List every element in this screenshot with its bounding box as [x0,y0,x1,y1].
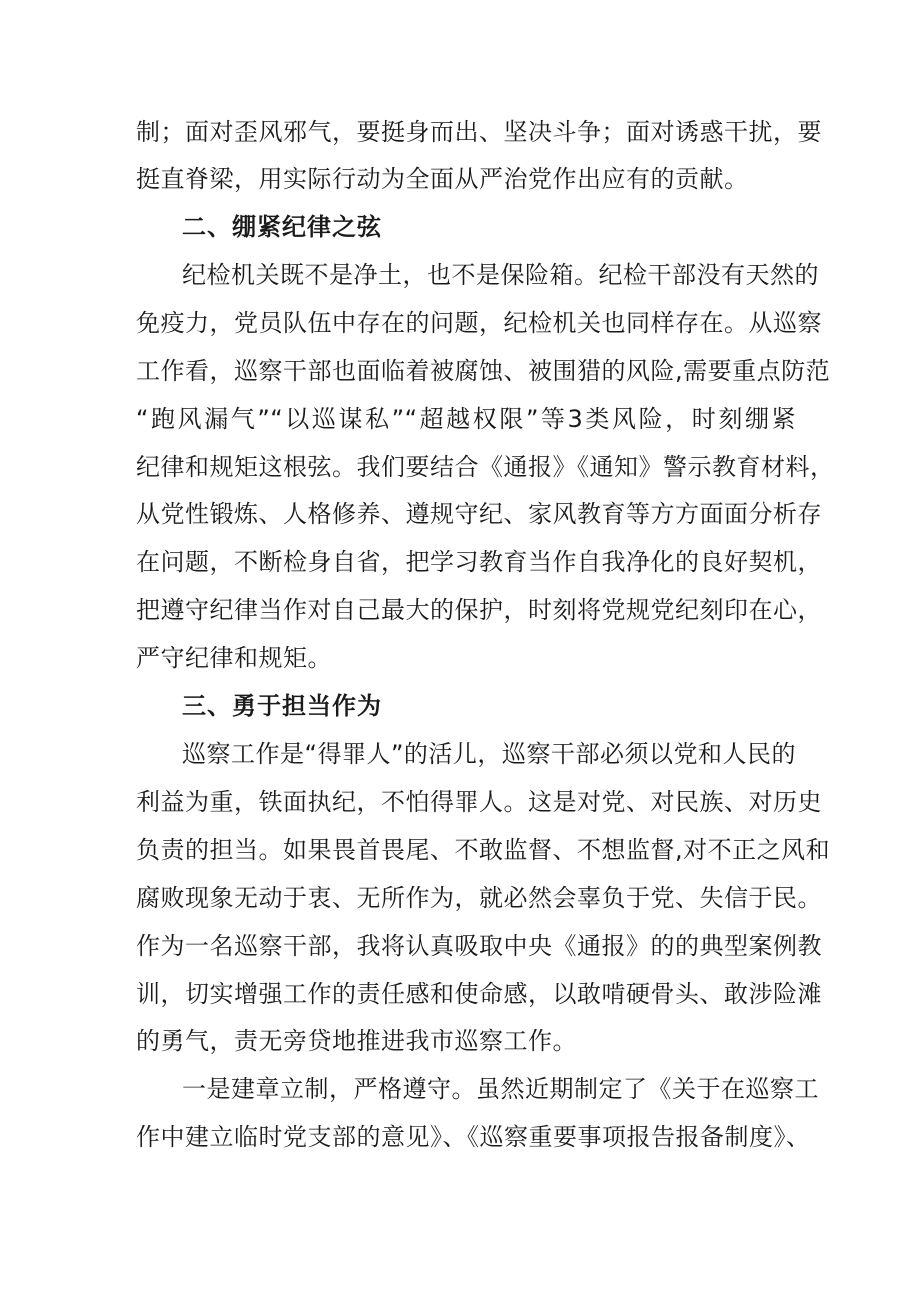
paragraph-line: 纪律和规矩这根弦。我们要结合《通报》《通知》警示教育材料， [136,453,835,481]
paragraph-line: 把遵守纪律当作对自己最大的保护，时刻将党规党纪刻印在心， [136,596,822,624]
paragraph-line: 的勇气，责无旁贷地推进我市巡察工作。 [136,1027,577,1055]
paragraph-line: 免疫力，党员队伍中存在的问题，纪检机关也同样存在。从巡察 [136,309,822,337]
paragraph-line: “跑风漏气”“以巡谋私”“超越权限”等3类风险，时刻绷紧 [136,405,796,433]
paragraph-line: 挺直脊梁，用实际行动为全面从严治党作出应有的贡献。 [136,165,749,193]
paragraph-line: 腐败现象无动于衷、无所作为，就必然会辜负于党、失信于民。 [136,884,822,912]
paragraph-line: 负责的担当。如果畏首畏尾、不敢监督、不想监督,对不正之风和 [136,836,831,864]
paragraph-line: 在问题，不断检身自省，把学习教育当作自我净化的良好契机， [136,548,822,576]
section-heading: 三、勇于担当作为 [182,692,382,720]
paragraph-line: 一是建章立制，严格遵守。虽然近期制定了《关于在巡察工 [182,1075,819,1103]
paragraph-line: 训，切实增强工作的责任感和使命感，以敢啃硬骨头、敢涉险滩 [136,980,822,1008]
paragraph-line: 利益为重，铁面执纪，不怕得罪人。这是对党、对民族、对历史 [136,788,822,816]
paragraph-line: 制；面对歪风邪气，要挺身而出、坚决斗争；面对诱惑干扰，要 [136,118,822,146]
paragraph-line: 从党性锻炼、人格修养、遵规守纪、家风教育等方方面面分析存 [136,500,822,528]
paragraph-line: 工作看，巡察干部也面临着被腐蚀、被围猎的风险,需要重点防范 [136,357,831,385]
paragraph-line: 纪检机关既不是净土，也不是保险箱。纪检干部没有天然的 [182,261,819,289]
paragraph-line: 作中建立临时党支部的意见》、《巡察重要事项报告报备制度》、 [136,1123,811,1151]
paragraph-line: 巡察工作是“得罪人”的活儿，巡察干部必须以党和人民的 [182,740,796,768]
section-heading: 二、绷紧纪律之弦 [182,213,382,241]
paragraph-line: 严守纪律和规矩。 [136,644,332,672]
paragraph-line: 作为一名巡察干部，我将认真吸取中央《通报》的的典型案例教 [136,932,822,960]
